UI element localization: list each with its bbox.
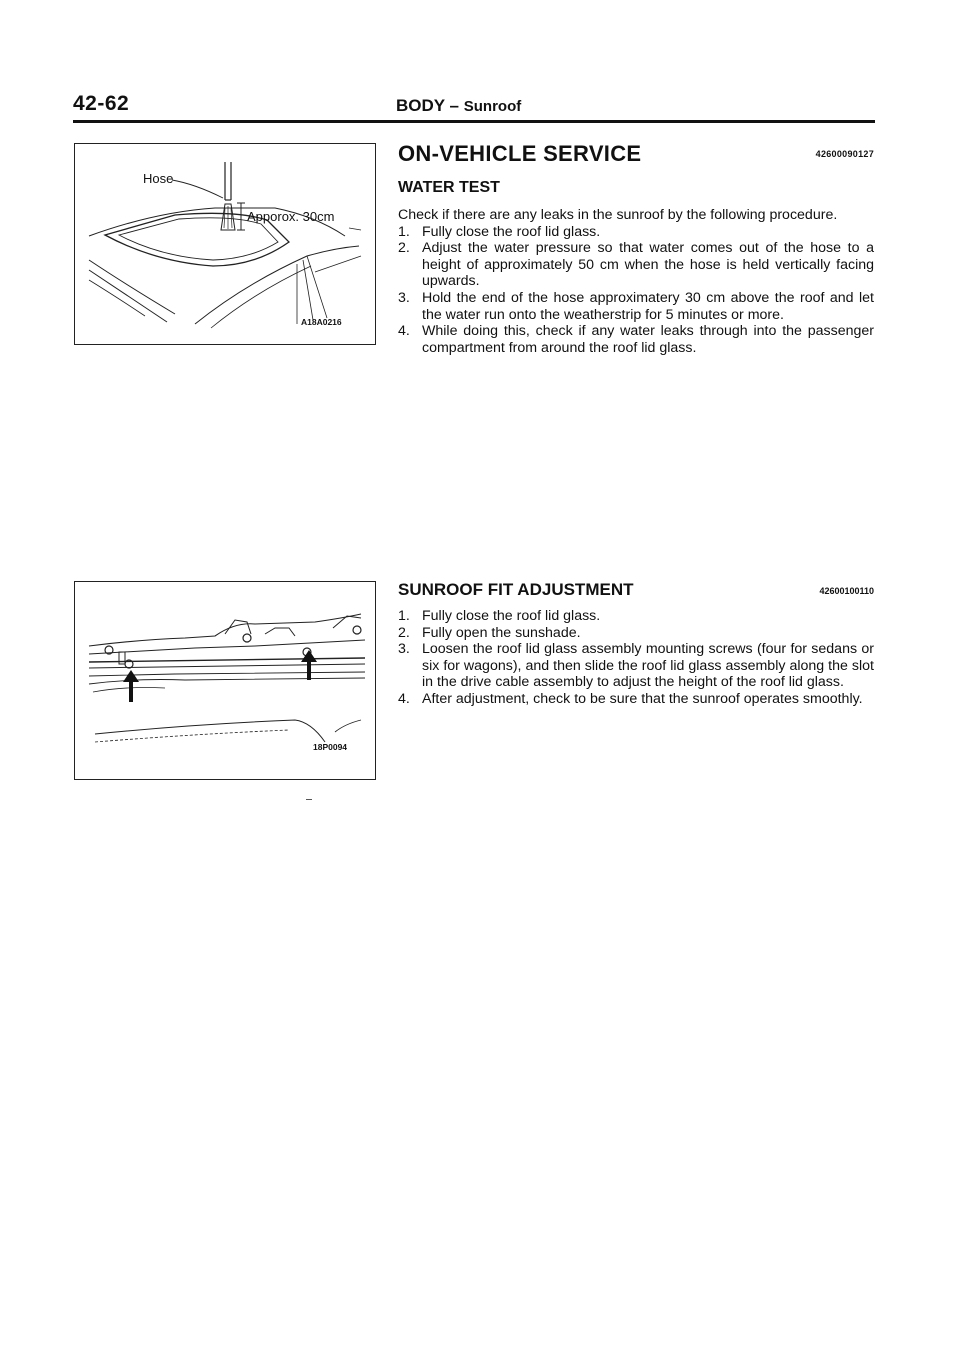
water-test-illustration [75,144,375,344]
figure-fit-adjustment [74,581,376,780]
step-number: 1. [398,608,410,624]
section-heading [398,580,874,604]
figure2-code: 18P0094 [313,742,348,752]
section-code: 42600090127 [815,149,874,159]
section-sunroof-fit-adjustment [398,580,874,708]
water-test-steps [398,224,874,357]
step-number: 1. [398,223,410,240]
water-test-intro: Check if there are any leaks in the sunroof by the following procedure. [398,207,838,223]
page-number: 42-62 [73,92,130,115]
subsection-title-water-test: WATER TEST [398,179,500,196]
step-number: 4. [398,690,410,707]
figure-water-test [74,143,376,345]
subsection-title: Sunroof [463,98,522,115]
step-number: 3. [398,289,410,306]
fit-adjustment-steps [398,608,874,708]
section-heading [398,141,874,169]
list-item [398,224,874,241]
step-text: While doing this, check if any water leaks through into the passenger compartment from around the roof lid glass. [422,323,874,356]
step-number: 4. [398,323,410,340]
section-code: 42600100110 [819,586,874,596]
step-text: Fully close the roof lid glass. [422,223,601,240]
list-item [398,608,874,625]
list-item [398,625,874,642]
header-rule [73,120,875,123]
running-head [396,96,521,116]
section-title: BODY [396,96,445,115]
scan-mark [306,799,312,800]
list-item [398,290,874,323]
step-text: Loosen the roof lid glass assembly mounting screws (four for sedans or six for wagons), and then slide the roof lid glass assembly along the slot in the drive cable assembly to adjust the height of the roof lid glass. [422,641,874,691]
height-label: Apporox. 30cm [247,209,335,224]
fit-adjustment-illustration [75,582,375,779]
section-title-fit-adjustment: SUNROOF FIT ADJUSTMENT [398,580,634,599]
hose-label: Hose [143,171,174,186]
step-text: Hold the end of the hose approximatery 30 cm above the roof and let the water run onto the weatherstrip for 5 minutes or more. [422,289,874,323]
list-item [398,691,874,708]
step-text: Adjust the water pressure so that water comes out of the hose to a height of approximately 50 cm when the hose is held vertically facing upwards. [422,240,874,290]
step-number: 3. [398,641,410,658]
step-text: Fully open the sunshade. [422,624,581,641]
section-on-vehicle-service [398,141,874,356]
list-item [398,240,874,290]
step-text: After adjustment, check to be sure that the sunroof operates smoothly. [422,690,863,707]
list-item [398,323,874,356]
step-text: Fully close the roof lid glass. [422,608,601,624]
separator: – [449,96,460,115]
section-title-on-vehicle-service: ON-VEHICLE SERVICE [398,141,642,166]
list-item [398,641,874,691]
step-number: 2. [398,624,410,641]
step-number: 2. [398,240,410,257]
figure1-code: A18A0216 [301,317,342,327]
